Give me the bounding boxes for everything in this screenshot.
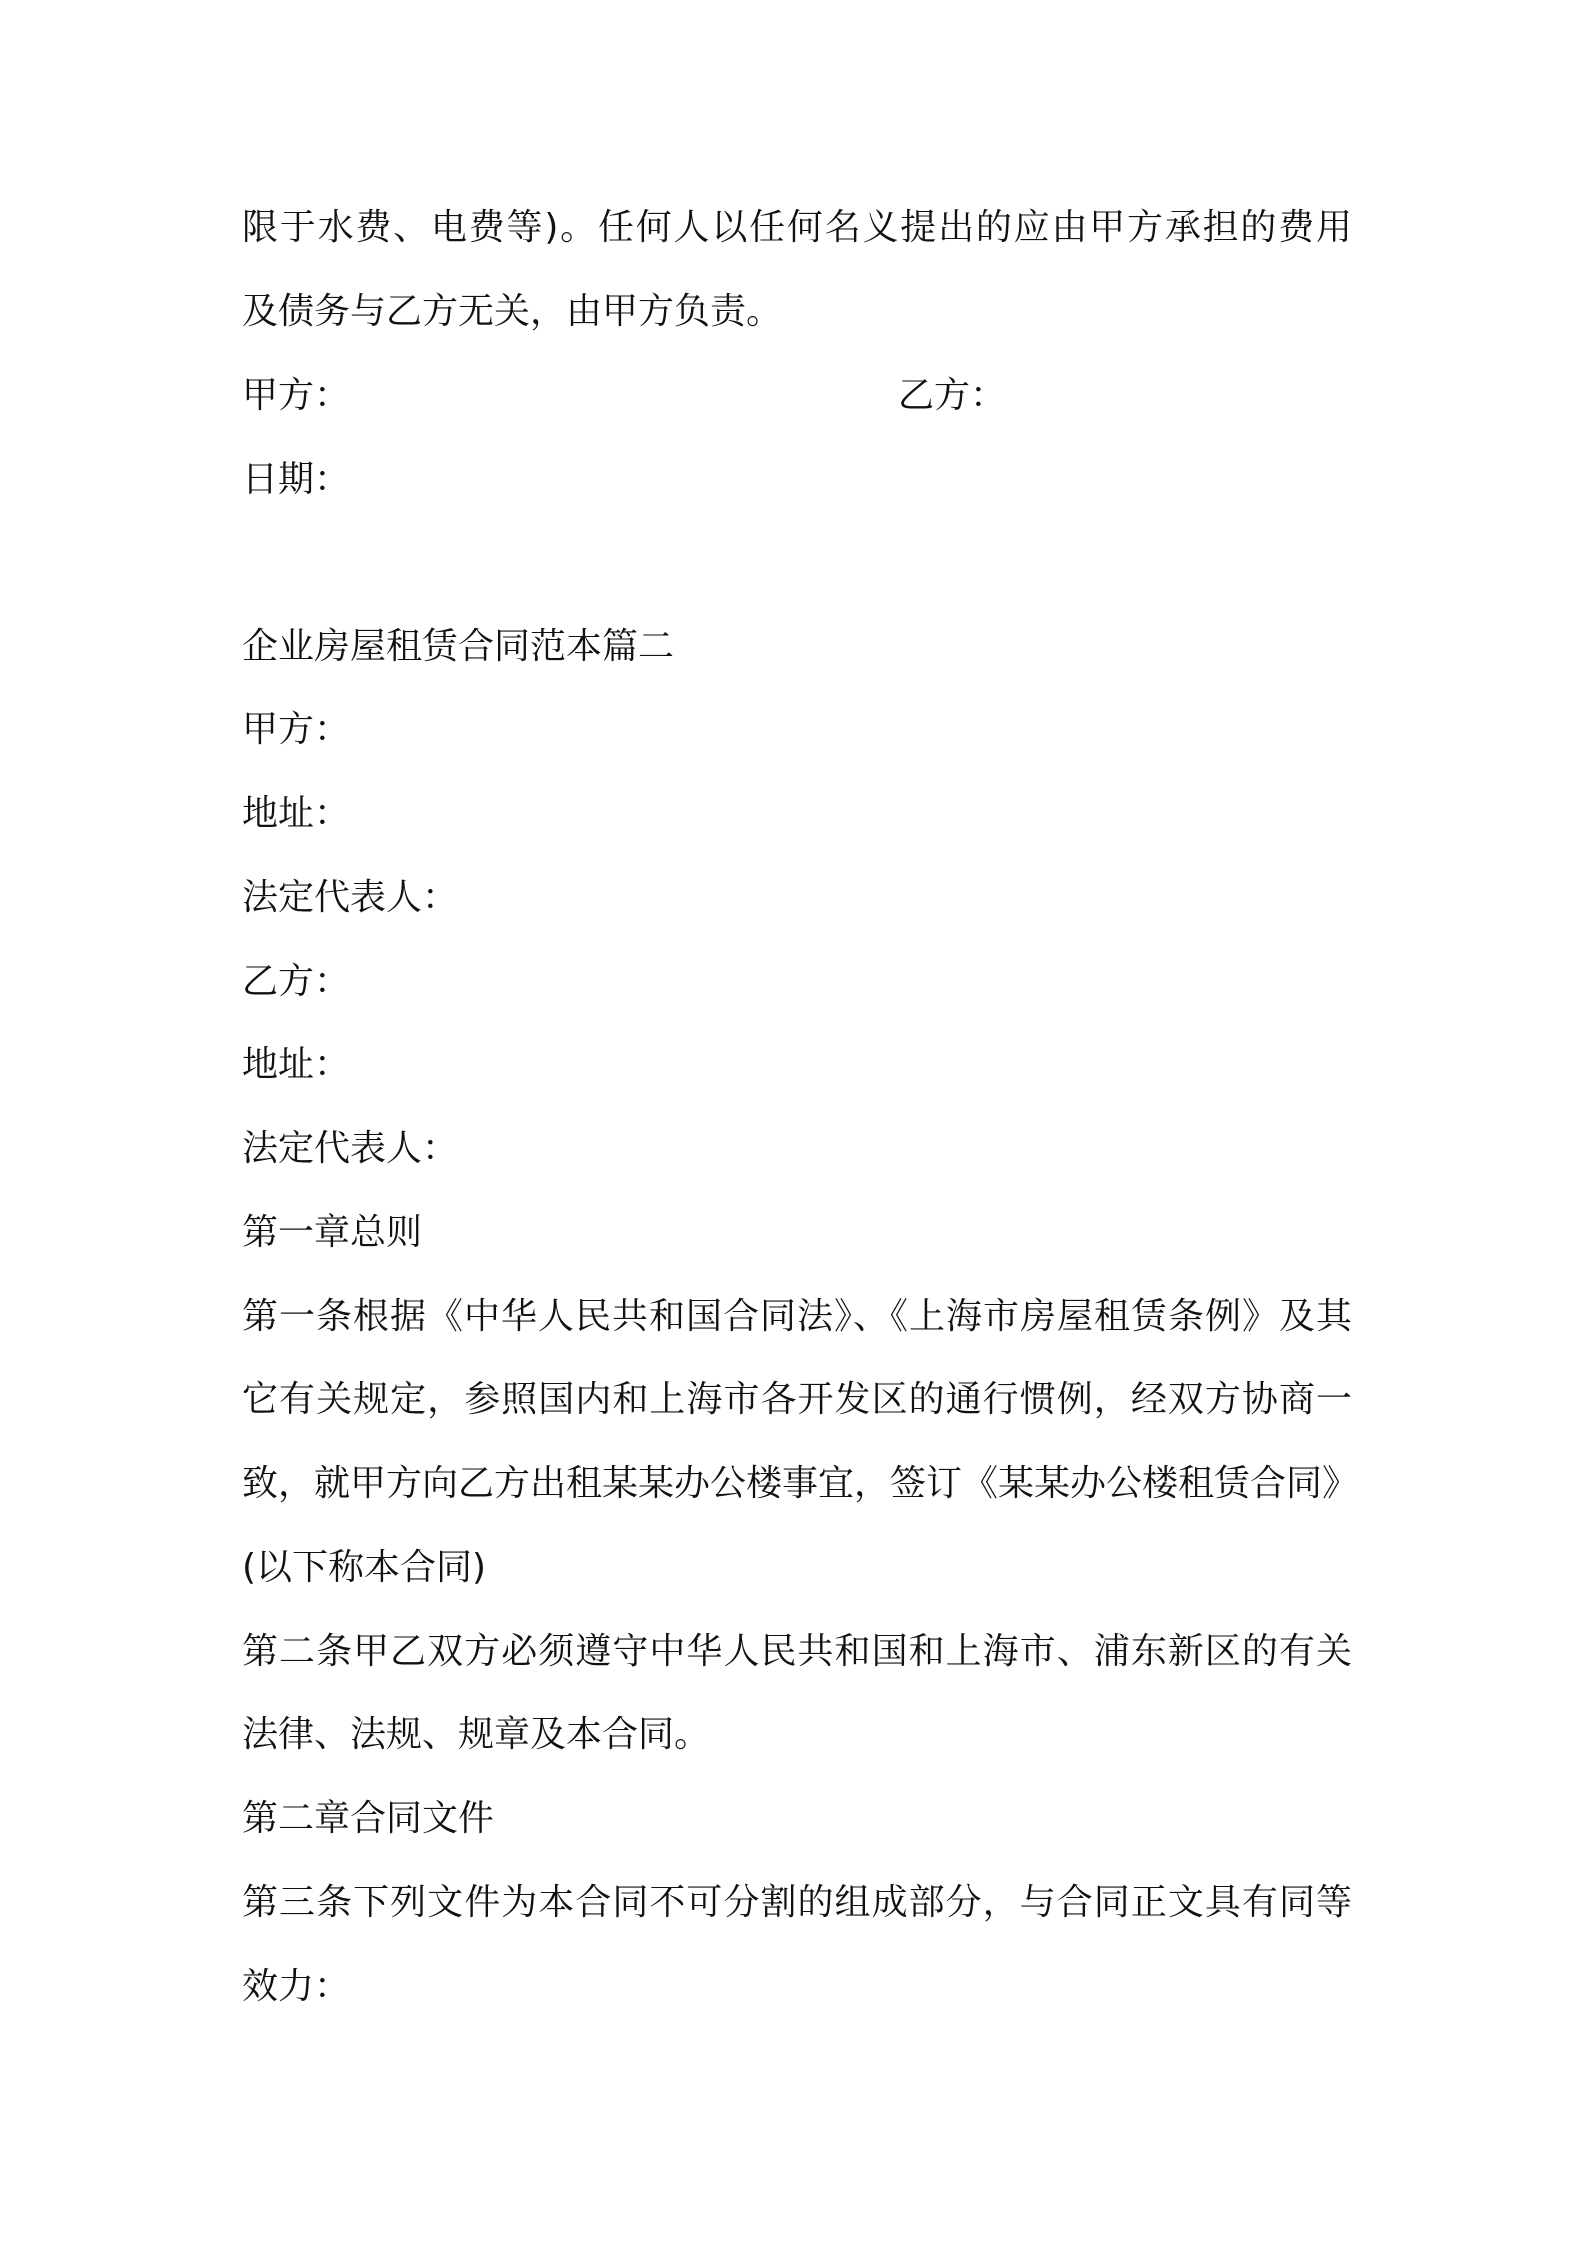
legal-representative-label: 法定代表人： [242,1128,459,1169]
text-line: (以下称本合同) [242,1547,487,1588]
address-label: 地址： [242,1044,351,1085]
section-title: 企业房屋租赁合同范本篇二 [242,626,675,667]
date-label: 日期： [242,459,351,500]
party-a-label: 甲方： [242,709,351,750]
text-line: 法律、法规、规章及本合同。 [242,1714,711,1755]
party-b-signature-label: 乙方： [898,375,1007,416]
chapter-heading: 第二章合同文件 [242,1798,495,1839]
party-a-signature-label: 甲方： [242,375,351,416]
text-line: 第一条根据《中华人民共和国合同法》、《上海市房屋租赁条例》及其 [242,1296,1352,1337]
text-line: 第二条甲乙双方必须遵守中华人民共和国和上海市、浦东新区的有关 [242,1631,1352,1672]
chapter-heading: 第一章总则 [242,1212,423,1253]
text-line: 限于水费、电费等)。任何人以任何名义提出的应由甲方承担的费用 [242,207,1352,248]
text-line: 及债务与乙方无关，由甲方负责。 [242,291,783,332]
text-line: 致，就甲方向乙方出租某某办公楼事宜，签订《某某办公楼租赁合同》 [242,1463,1359,1504]
address-label: 地址： [242,793,351,834]
legal-representative-label: 法定代表人： [242,877,459,918]
party-b-label: 乙方： [242,961,351,1002]
text-line: 第三条下列文件为本合同不可分割的组成部分，与合同正文具有同等 [242,1882,1352,1923]
text-line: 效力： [242,1966,351,2007]
text-line: 它有关规定，参照国内和上海市各开发区的通行惯例，经双方协商一 [242,1379,1352,1420]
